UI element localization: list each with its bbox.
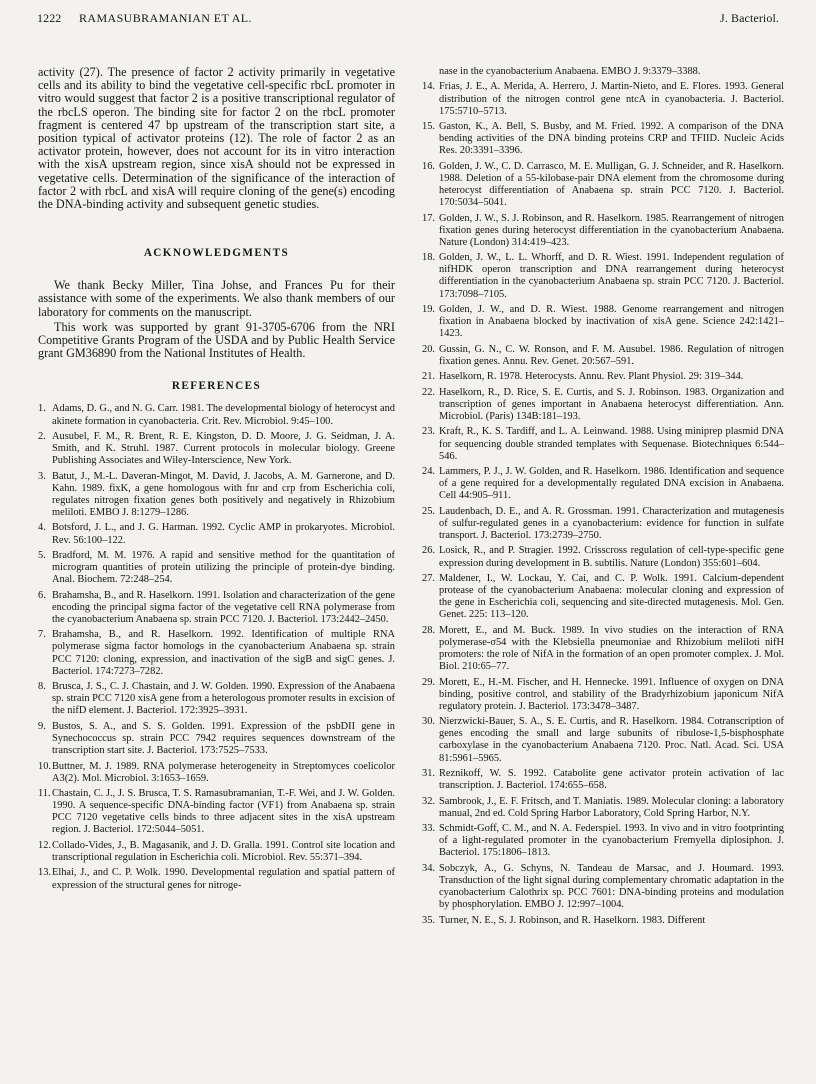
left-column [38, 66, 395, 895]
reference-item: 24. Lammers, P. J., J. W. Golden, and R. Haselkorn. 1986. Identification and sequence of a gene required for a developmentally regulated DNA excision in Anabaena. Cell 44:905–911. [422, 466, 784, 502]
reference-item: 21. Haselkorn, R. 1978. Heterocysts. Annu. Rev. Plant Physiol. 29: 319–344. [422, 371, 744, 383]
reference-item: 14. Frias, J. E., A. Merida, A. Herrero, J. Martin-Nieto, and E. Flores. 1993. General distribution of the nitrogen control gene ntcA in cyanobacteria. J. Bacteriol. 175:5710–5713. [422, 81, 784, 117]
acknowledgments-heading: ACKNOWLEDGMENTS [143, 247, 290, 260]
reference-item: 26. Losick, R., and P. Stragier. 1992. Crisscross regulation of cell-type-specific gene expression during development in B. subtilis. Nature (London) 355:601–604. [422, 545, 784, 569]
reference-item: 34. Sobczyk, A., G. Schyns, N. Tandeau de Marsac, and J. Houmard. 1993. Transduction of the light signal during complementary chromatic adaptation in the cyanobacterium Calothrix sp. PCC 7601: DNA-binding proteins and modulation by phosphorylation. EMBO J. 12:997–1004. [422, 862, 784, 911]
reference-item: 6. Brahamsha, B., and R. Haselkorn. 1991. Isolation and characterization of the gene encoding the principal sigma factor of the vegetative cell RNA polymerase from the cyanobacterium Anabaena sp. strain PCC 7120. J. Bacteriol. 173:2442–2450. [38, 589, 395, 625]
running-authors: RAMASUBRAMANIAN ET AL. [79, 11, 252, 25]
reference-item: 23. Kraft, R., K. S. Tardiff, and L. A. Leinwand. 1988. Using miniprep plasmid DNA for sequencing double stranded templates with Sequenase. Biotechniques 6:544–546. [422, 426, 784, 462]
reference-list-left [38, 403, 395, 891]
reference-item: 29. Morett, E., H.-M. Fischer, and H. Hennecke. 1991. Influence of oxygen on DNA binding, positive control, and stability of the Bradyrhizobium japonicum NifA regulatory protein. J. Bacteriol. 173:3478–3487. [422, 676, 784, 712]
reference-item: 12.Collado-Vides, J., B. Magasanik, and J. D. Gralla. 1991. Control site location and transcriptional regulation in Escherichia coli. Microbiol. Rev. 55:371–394. [38, 839, 395, 863]
reference-item: 15. Gaston, K., A. Bell, S. Busby, and M. Fried. 1992. A comparison of the DNA bending activities of the DNA binding proteins CRP and TFIID. Nucleic Acids Res. 20:3391–3396. [422, 121, 784, 157]
reference-item: 9. Bustos, S. A., and S. S. Golden. 1991. Expression of the psbDII gene in Synechococcus sp. strain PCC 7942 requires sequences downstream of the transcription start site. J. Bacteriol. 173:7525–7533. [38, 720, 395, 757]
body-paragraph: activity (27). The presence of factor 2 activity primarily in vegetative cells and its ability to bind the vegetative cell-specific rbcL promoter in vitro would suggest that factor 2 is a positive transcriptional regulator of the rbcLS operon. The binding site for factor 2 on the rbcL promoter fragment is centered 47 bp upstream of the transcription start site, a position typical of activator proteins (12). The role of factor 2 as an activator protein, however, does not account for its in vitro interaction with the xisA upstream region, since xisA should not be expressed in vegetative cells. Determination of the significance of the interaction of factor 2 with rbcL and xisA will require cloning of the gene(s) encoding the DNA-binding activity and subsequent genetic studies. [38, 65, 395, 212]
reference-item: 30. Nierzwicki-Bauer, S. A., S. E. Curtis, and R. Haselkorn. 1984. Cotranscription of genes encoding the small and large subunits of ribulose-1,5-bisphosphate carboxylase in the cyanobacterium Anabaena 7120. Proc. Natl. Acad. Sci. USA 81:5961–5965. [422, 716, 784, 764]
running-header [37, 11, 779, 33]
reference-item: 18. Golden, J. W., L. L. Whorff, and D. R. Wiest. 1991. Independent regulation of nifHDK operon transcription and DNA rearrangement during heterocyst differentiation in the cyanobacterium Anabaena sp. strain PCC 7120. J. Bacteriol. 173:7098–7105. [422, 252, 784, 300]
acknowledgments-paragraph: We thank Becky Miller, Tina Johse, and Frances Pu for their assistance with some of the experiments. We also thank members of our laboratory for comments on the manuscript. [38, 278, 395, 319]
reference-item: 1. Adams, D. G., and N. G. Carr. 1981. The developmental biology of heterocyst and akinete formation in cyanobacteria. Crit. Rev. Microbiol. 9:45–100. [38, 403, 395, 427]
reference-item: 27. Maldener, I., W. Lockau, Y. Cai, and C. P. Wolk. 1991. Calcium-dependent protease of the cyanobacterium Anabaena: molecular cloning and expression of the gene in Escherichia coli, sequencing and site-directed mutagenesis. Mol. Gen. Genet. 225: 113–120. [422, 573, 784, 621]
reference-list-right [422, 66, 784, 927]
reference-item: 5. Bradford, M. M. 1976. A rapid and sensitive method for the quantitation of microgram quantities of protein utilizing the principle of protein-dye binding. Anal. Biochem. 72:248–254. [38, 550, 395, 586]
references-heading: REFERENCES [171, 380, 262, 393]
journal-name: J. Bacteriol. [720, 11, 779, 25]
reference-item: 19. Golden, J. W., and D. R. Wiest. 1988. Genome rearrangement and nitrogen fixation in Anabaena blocked by inactivation of xisA gene. Science 242:1421–1423. [422, 304, 784, 340]
page-number: 1222 [37, 11, 62, 25]
reference-item: 3. Batut, J., M.-L. Daveran-Mingot, M. David, J. Jacobs, A. M. Garnerone, and D. Kahn. 1989. fixK, a gene homologous with fnr and crp from Escherichia coli, regulates nitrogen fixation genes both positively and negatively in Rhizobium meliloti. EMBO J. 8:1279–1286. [38, 470, 395, 518]
reference-item: 16. Golden, J. W., C. D. Carrasco, M. E. Mulligan, G. J. Schneider, and R. Haselkorn. 1988. Deletion of a 55-kilobase-pair DNA element from the chromosome during heterocyst differentiation of Anabaena sp. strain PCC 7120. J. Bacteriol. 170:5034–5041. [422, 160, 784, 209]
reference-item: 28. Morett, E., and M. Buck. 1989. In vivo studies on the interaction of RNA polymerase-σ54 with the Klebsiella pneumoniae and Rhizobium meliloti nifH promoters: the role of NifA in the formation of an open promoter complex. J. Mol. Biol. 210:65–77. [422, 624, 784, 673]
reference-item: 20. Gussin, G. N., C. W. Ronson, and F. M. Ausubel. 1986. Regulation of nitrogen fixation genes. Annu. Rev. Genet. 20:567–591. [422, 343, 784, 367]
reference-item: 32. Sambrook, J., E. F. Fritsch, and T. Maniatis. 1989. Molecular cloning: a laboratory manual, 2nd ed. Cold Spring Harbor Laboratory, Cold Spring Harbor, N.Y. [422, 795, 784, 819]
reference-item: 13.Elhai, J., and C. P. Wolk. 1990. Developmental regulation and spatial pattern of expression of the structural genes for nitroge- [38, 867, 395, 891]
reference-item: 7. Brahamsha, B., and R. Haselkorn. 1992. Identification of multiple RNA polymerase sigma factor homologs in the cyanobacterium Anabaena sp. strain PCC 7120: cloning, expression, and inactivation of the sigB and sigC genes. J. Bacteriol. 174:7273–7282. [38, 629, 395, 677]
funding-paragraph: This work was supported by grant 91-3705-6706 from the NRI Competitive Grants Program of the USDA and by Public Health Service grant GM36890 from the National Institutes of Health. [38, 319, 395, 361]
reference-item: 25. Laudenbach, D. E., and A. R. Grossman. 1991. Characterization and mutagenesis of sulfur-regulated genes in a cyanobacterium: evidence for function in sulfate transport. J. Bacteriol. 173:2739–2750. [422, 505, 784, 541]
reference-item: 8. Brusca, J. S., C. J. Chastain, and J. W. Golden. 1990. Expression of the Anabaena sp. strain PCC 7120 xisA gene from a heterologous promoter results in excision of the nifD element. J. Bacteriol. 172:3925–3931. [38, 681, 395, 717]
reference-item: 35. Turner, N. E., S. J. Robinson, and R. Haselkorn. 1983. Different [422, 914, 706, 926]
reference-item: 17. Golden, J. W., S. J. Robinson, and R. Haselkorn. 1985. Rearrangement of nitrogen fixation genes during heterocyst differentiation in the cyanobacterium Anabaena. Nature (London) 314:419–423. [422, 212, 784, 248]
reference-continuation: nase in the cyanobacterium Anabaena. EMBO J. 9:3379–3388. [439, 66, 701, 77]
reference-item: 31. Reznikoff, W. S. 1992. Catabolite gene activator protein activation of lac transcription. J. Bacteriol. 174:655–658. [422, 768, 784, 792]
reference-item: 2. Ausubel, F. M., R. Brent, R. E. Kingston, D. D. Moore, J. G. Seidman, J. A. Smith, and K. Struhl. 1987. Current protocols in molecular biology. Greene Publishing Associates and Wiley-Interscience, New York. [38, 431, 395, 467]
reference-item: 10.Buttner, M. J. 1989. RNA polymerase heterogeneity in Streptomyces coelicolor A3(2). Mol. Microbiol. 3:1653–1659. [38, 760, 395, 784]
reference-item: 4. Botsford, J. L., and J. G. Harman. 1992. Cyclic AMP in prokaryotes. Microbiol. Rev. 56:100–122. [38, 522, 395, 546]
reference-item: 11.Chastain, C. J., J. S. Brusca, T. S. Ramasubramanian, T.-F. Wei, and J. W. Golden. 1990. A sequence-specific DNA-binding factor (VF1) from Anabaena sp. strain PCC 7120 vegetative cells binds to three adjacent sites in the xisA upstream region. J. Bacteriol. 172:5044–5051. [38, 788, 395, 836]
reference-item: 22. Haselkorn, R., D. Rice, S. E. Curtis, and S. J. Robinson. 1983. Organization and transcription of genes important in Anabaena heterocyst differentiation. Ann. Microbiol. (Paris) 134B:181–193. [422, 386, 784, 422]
right-column [422, 66, 784, 930]
reference-item: 33. Schmidt-Goff, C. M., and N. A. Federspiel. 1993. In vivo and in vitro footprinting of a light-regulated promoter in the cyanobacterium Fremyella diplosiphon. J. Bacteriol. 175:1806–1813. [422, 823, 784, 859]
